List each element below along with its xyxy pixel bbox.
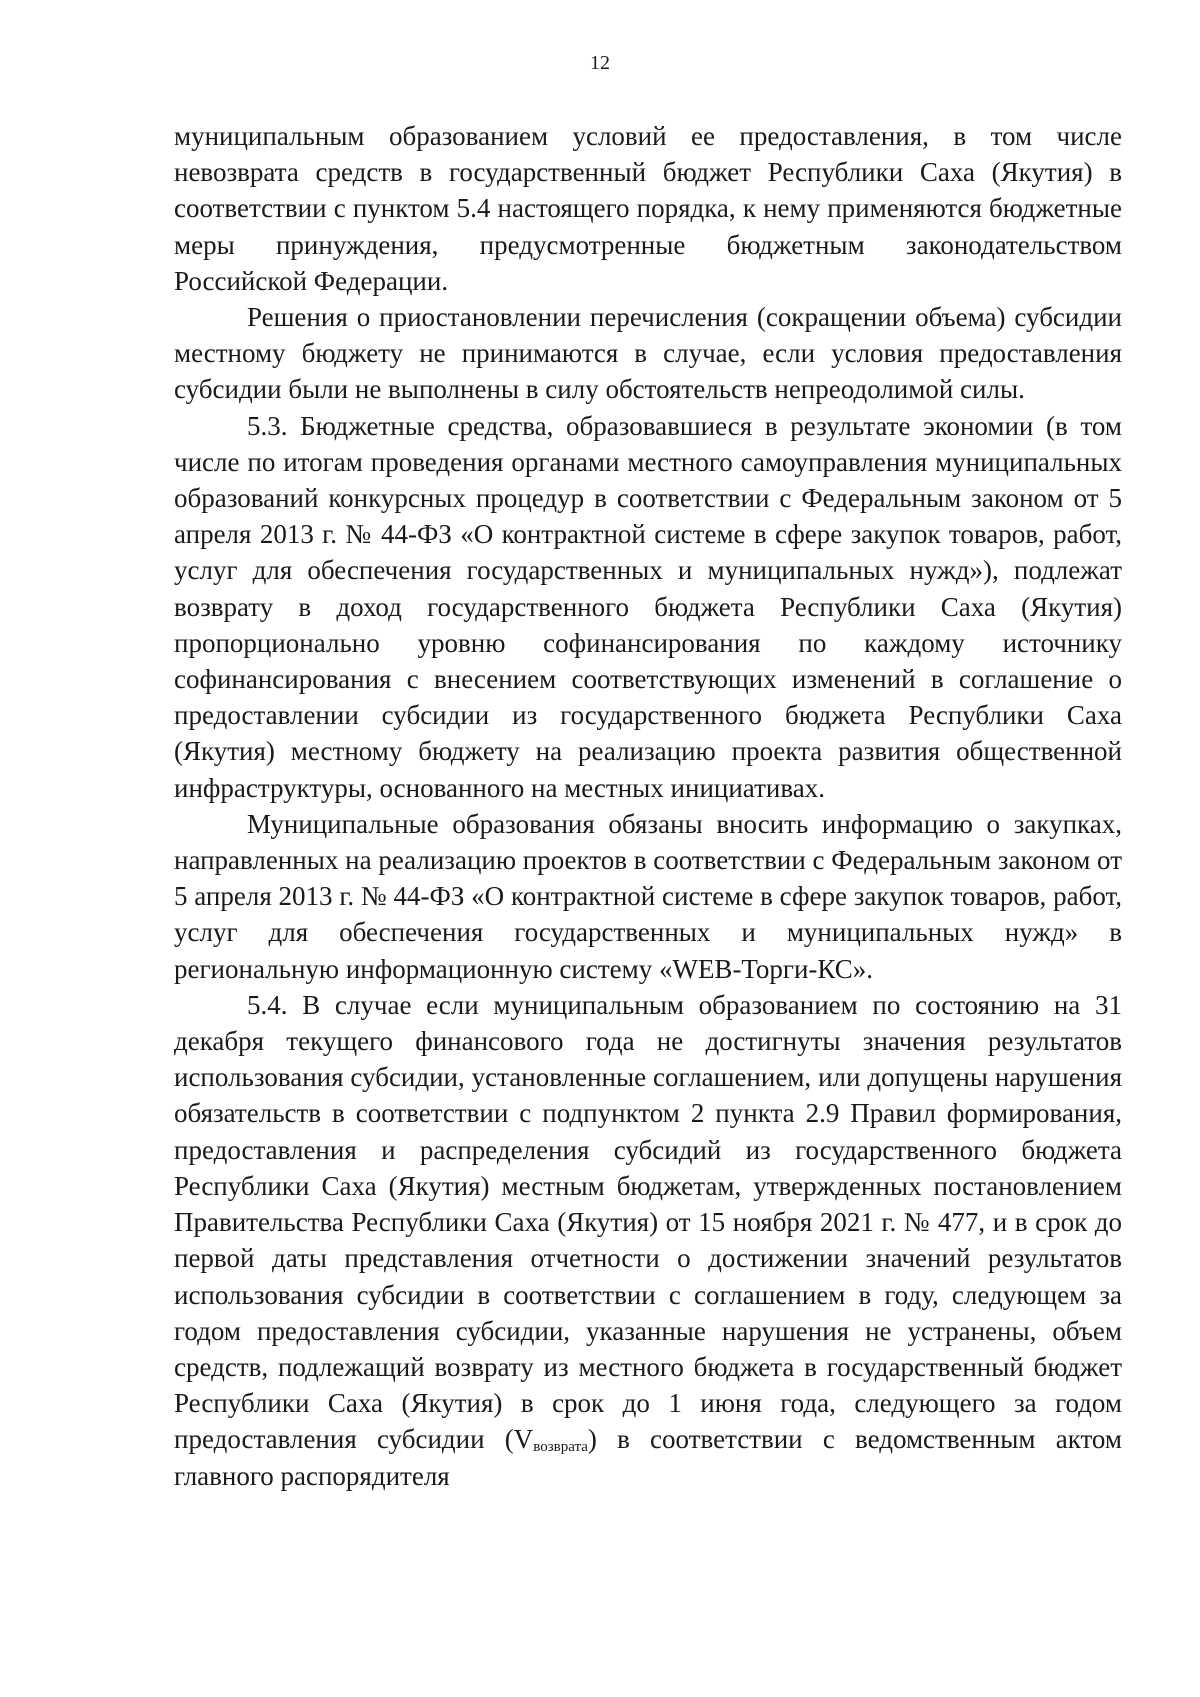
page-number: 12 bbox=[590, 52, 610, 74]
paragraph-text-tail: в соответствии с ведомственным актом главного распорядителя bbox=[174, 1424, 1122, 1491]
paragraph-section-5-3: 5.3. Бюджетные средства, образовавшиеся в результате экономии (в том числе по итогам проведения органами местного самоуправления муниципальных образований конкурсных процедур в соответствии с Федеральным законом от 5 апреля 2013 г. № 44-ФЗ «О контрактной системе в сфере закупок товаров, работ, услуг для обеспечения государственных и муниципальных нужд»), подлежат возврату в доход государственного бюджета Республики Саха (Якутия) пропорционально уровню софинансирования по каждому источнику софинансирования с внесением соответствующих изменений в соглашение о предоставлении субсидии из государственного бюджета Республики Саха (Якутия) местному бюджету на реализацию проекта развития общественной инфраструктуры, основанного на местных инициативах. bbox=[174, 410, 1122, 803]
variable-subscript: возврата bbox=[533, 1439, 588, 1456]
paragraph: Муниципальные образования обязаны вносить информацию о закупках, направленных на реализацию проектов в соответствии с Федеральным законом от 5 апреля 2013 г. № 44-ФЗ «О контрактной системе в сфере закупок товаров, работ, услуг для обеспечения государственных и муниципальных нужд» в региональную информационную систему «WEB-Торги-КС». bbox=[174, 808, 1122, 984]
paragraph-text: 5.4. В случае если муниципальным образованием по состоянию на 31 декабря текущего финансового года не достигнуты значения результатов использования субсидии, установленные соглашением, или допущены нарушения обязательств в соответствии с подпунктом 2 пункта 2.9 Правил формирования, предоставления и распределения субсидий из государственного бюджета Республики Саха (Якутия) местным бюджетам, утвержденных постановлением Правительства Республики Саха (Якутия) от 15 ноября 2021 г. № 477, и в срок до первой даты представления отчетности о достижении значений результатов использования субсидии в соответствии с соглашением в году, следующем за годом предоставления субсидии, указанные нарушения не устранены, объем средств, подлежащий возврату из местного бюджета в государственный бюджет Республики Саха (Якутия) в срок до 1 июня года, следующего за годом предоставления субсидии bbox=[174, 989, 1122, 1455]
paragraph-section-5-4 bbox=[174, 987, 1122, 1494]
paragraph: муниципальным образованием условий ее предоставления, в том числе невозврата средств в государственный бюджет Республики Саха (Якутия) в соответствии с пунктом 5.4 настоящего порядка, к нему применяются бюджетные меры принуждения, предусмотренные бюджетным законодательством Российской Федерации. bbox=[174, 121, 1122, 296]
variable-open: (V bbox=[504, 1424, 534, 1455]
paragraph: Решения о приостановлении перечисления (сокращении объема) субсидии местному бюджету не принимаются в случае, если условия предоставления субсидии были не выполнены в силу обстоятельств непреодолимой силы. bbox=[174, 302, 1122, 405]
variable-close: ) bbox=[587, 1424, 597, 1455]
document-body bbox=[174, 118, 1122, 1494]
